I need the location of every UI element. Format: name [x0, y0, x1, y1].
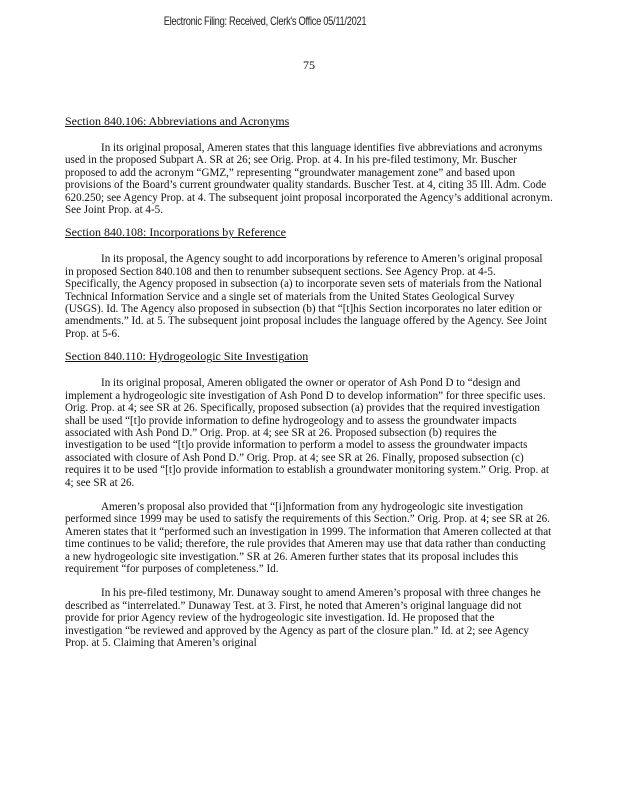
paragraph: In its original proposal, Ameren states that this language identifies five abbreviations and acronyms used in the proposed Subpart A. SR at 26; see Orig. Prop. at 4. In his pre-filed testimony, Mr. Buscher proposed to add the acronym “GMZ,” representing “groundwater management zone” and based upon provisions of the Board’s current groundwater quality standards. Buscher Test. at 4, citing 35 Ill. Adm. Code 620.250; see Agency Prop. at 4. The subsequent joint proposal incorporated the Agency’s additional acronym. See Joint Prop. at 4-5.: [65, 142, 553, 217]
section-heading: Section 840.108: Incorporations by Reference: [65, 225, 286, 240]
section-840-108: [65, 225, 553, 340]
page-number: 75: [303, 58, 315, 72]
filing-stamp: Electronic Filing: Received, Clerk's Office 05/11/2021: [163, 14, 367, 28]
paragraph: In its proposal, the Agency sought to add incorporations by reference to Ameren’s original proposal in proposed Section 840.108 and then to renumber subsequent sections. See Agency Prop. at 4-5. Specifically, the Agency proposed in subsection (a) to incorporate seven sets of materials from the National Technical Information Service and a single set of materials from the United States Geological Survey (USGS). Id. The Agency also proposed in subsection (b) that “[t]his Section incorporates no later edition or amendments.” Id. at 5. The subsequent joint proposal includes the language offered by the Agency. See Joint Prop. at 5-6.: [65, 253, 547, 340]
paragraph: In its original proposal, Ameren obligated the owner or operator of Ash Pond D to “design and implement a hydrogeologic site investigation of Ash Pond D to develop information” for three specific uses. Orig. Prop. at 4; see SR at 26. Specifically, proposed subsection (a) provides that the required investigation shall be used “[t]o provide information to define hydrogeology and to assess the groundwater impacts associated with Ash Pond D.” Orig. Prop. at 4; see SR at 26. Proposed subsection (b) requires the investigation to be used “[t]o provide information to perform a model to assess the groundwater impacts associated with closure of Ash Pond D.” Orig. Prop. at 4; see SR at 26. Finally, proposed subsection (c) requires it to be used “[t]o provide information to establish a groundwater monitoring system.” Orig. Prop. at 4; see SR at 26.: [65, 377, 550, 489]
section-840-106: [65, 114, 553, 216]
section-840-110: [65, 349, 553, 649]
paragraph: Ameren’s proposal also provided that “[i]nformation from any hydrogeologic site investigation performed since 1999 may be used to satisfy the requirements of this Section.” Orig. Prop. at 4; see SR at 26. Ameren states that it “performed such an investigation in 1999. The information that Ameren collected at that time continues to be valid; therefore, the rule provides that Ameren may use that data rather than conducting a new hydrogeologic site investigation.” SR at 26. Ameren further states that its proposal includes this requirement “for purposes of completeness.” Id.: [65, 500, 552, 575]
section-heading: Section 840.106: Abbreviations and Acronyms: [65, 114, 290, 128]
document-body: [65, 112, 553, 661]
paragraph: In his pre-filed testimony, Mr. Dunaway sought to amend Ameren’s proposal with three changes he described as “interrelated.” Dunaway Test. at 3. First, he noted that Ameren’s original language did not provide for prior Agency review of the hydrogeologic site investigation. Id. He proposed that the investigation “be reviewed and approved by the Agency as part of the closure plan.” Id. at 2; see Agency Prop. at 5. Claiming that Ameren’s original: [65, 587, 541, 649]
section-heading: Section 840.110: Hydrogeologic Site Investigation: [65, 349, 309, 364]
